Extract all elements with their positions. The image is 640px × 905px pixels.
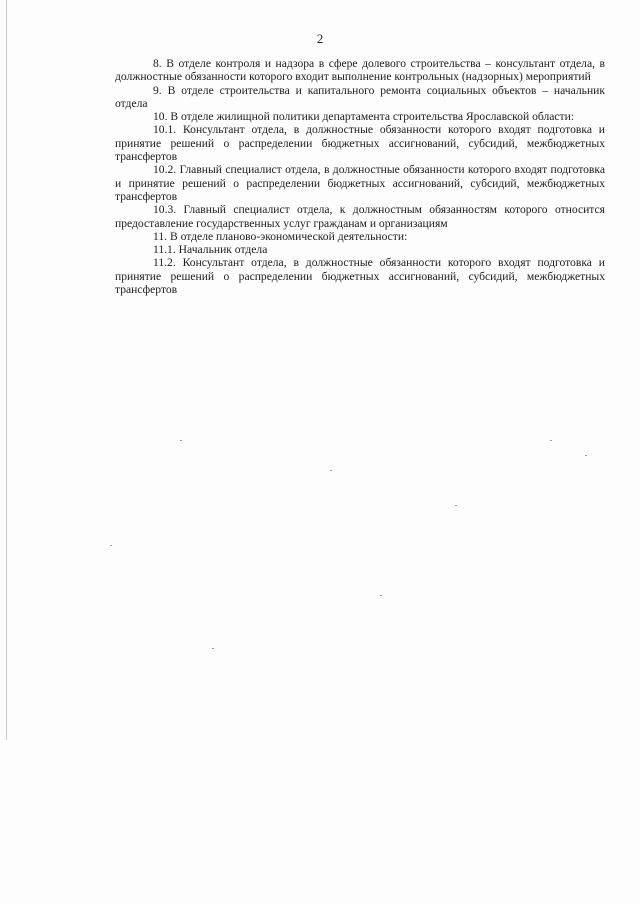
scan-speck (330, 470, 332, 471)
document-body (115, 57, 605, 296)
scan-speck (585, 455, 587, 456)
paragraph-8: 8. В отделе контроля и надзора в сфере долевого строительства – консультант отдела, в должностные обязанности которого входит выполнение контрольных (надзорных) мероприятий (115, 57, 605, 84)
paragraph-11-2: 11.2. Консультант отдела, в должностные обязанности которого входят подготовка и принятие решений о распределении бюджетных ассигнований, субсидий, межбюджетных трансфертов (115, 256, 605, 297)
scan-speck (455, 505, 457, 506)
paragraph-11-1: 11.1. Начальник отдела (153, 243, 268, 257)
paragraph-10: 10. В отделе жилищной политики департамента строительства Ярославской области: (153, 110, 575, 124)
paragraph-10-3: 10.3. Главный специалист отдела, к должностным обязанностям которого относится предоставление государственных услуг гражданам и организациям (115, 203, 605, 230)
scan-speck (380, 595, 382, 596)
scan-speck (180, 440, 182, 441)
paragraph-11: 11. В отделе планово-экономической деятельности: (153, 229, 408, 243)
scan-edge-line (6, 0, 7, 740)
paragraph-10-1: 10.1. Консультант отдела, в должностные обязанности которого входят подготовка и принятие решений о распределении бюджетных ассигнований, субсидий, межбюджетных трансфертов (115, 123, 605, 164)
paragraph-10-2: 10.2. Главный специалист отдела, в должностные обязанности которого входят подготовка и принятие решений о распределении бюджетных ассигнований, субсидий, межбюджетных трансфертов (115, 163, 605, 203)
paragraph-9: 9. В отделе строительства и капитального ремонта социальных объектов – начальник отдела (115, 83, 605, 110)
scan-speck (110, 545, 112, 546)
scan-speck (550, 440, 552, 441)
scan-speck (212, 648, 214, 649)
page-number: 2 (316, 31, 324, 46)
